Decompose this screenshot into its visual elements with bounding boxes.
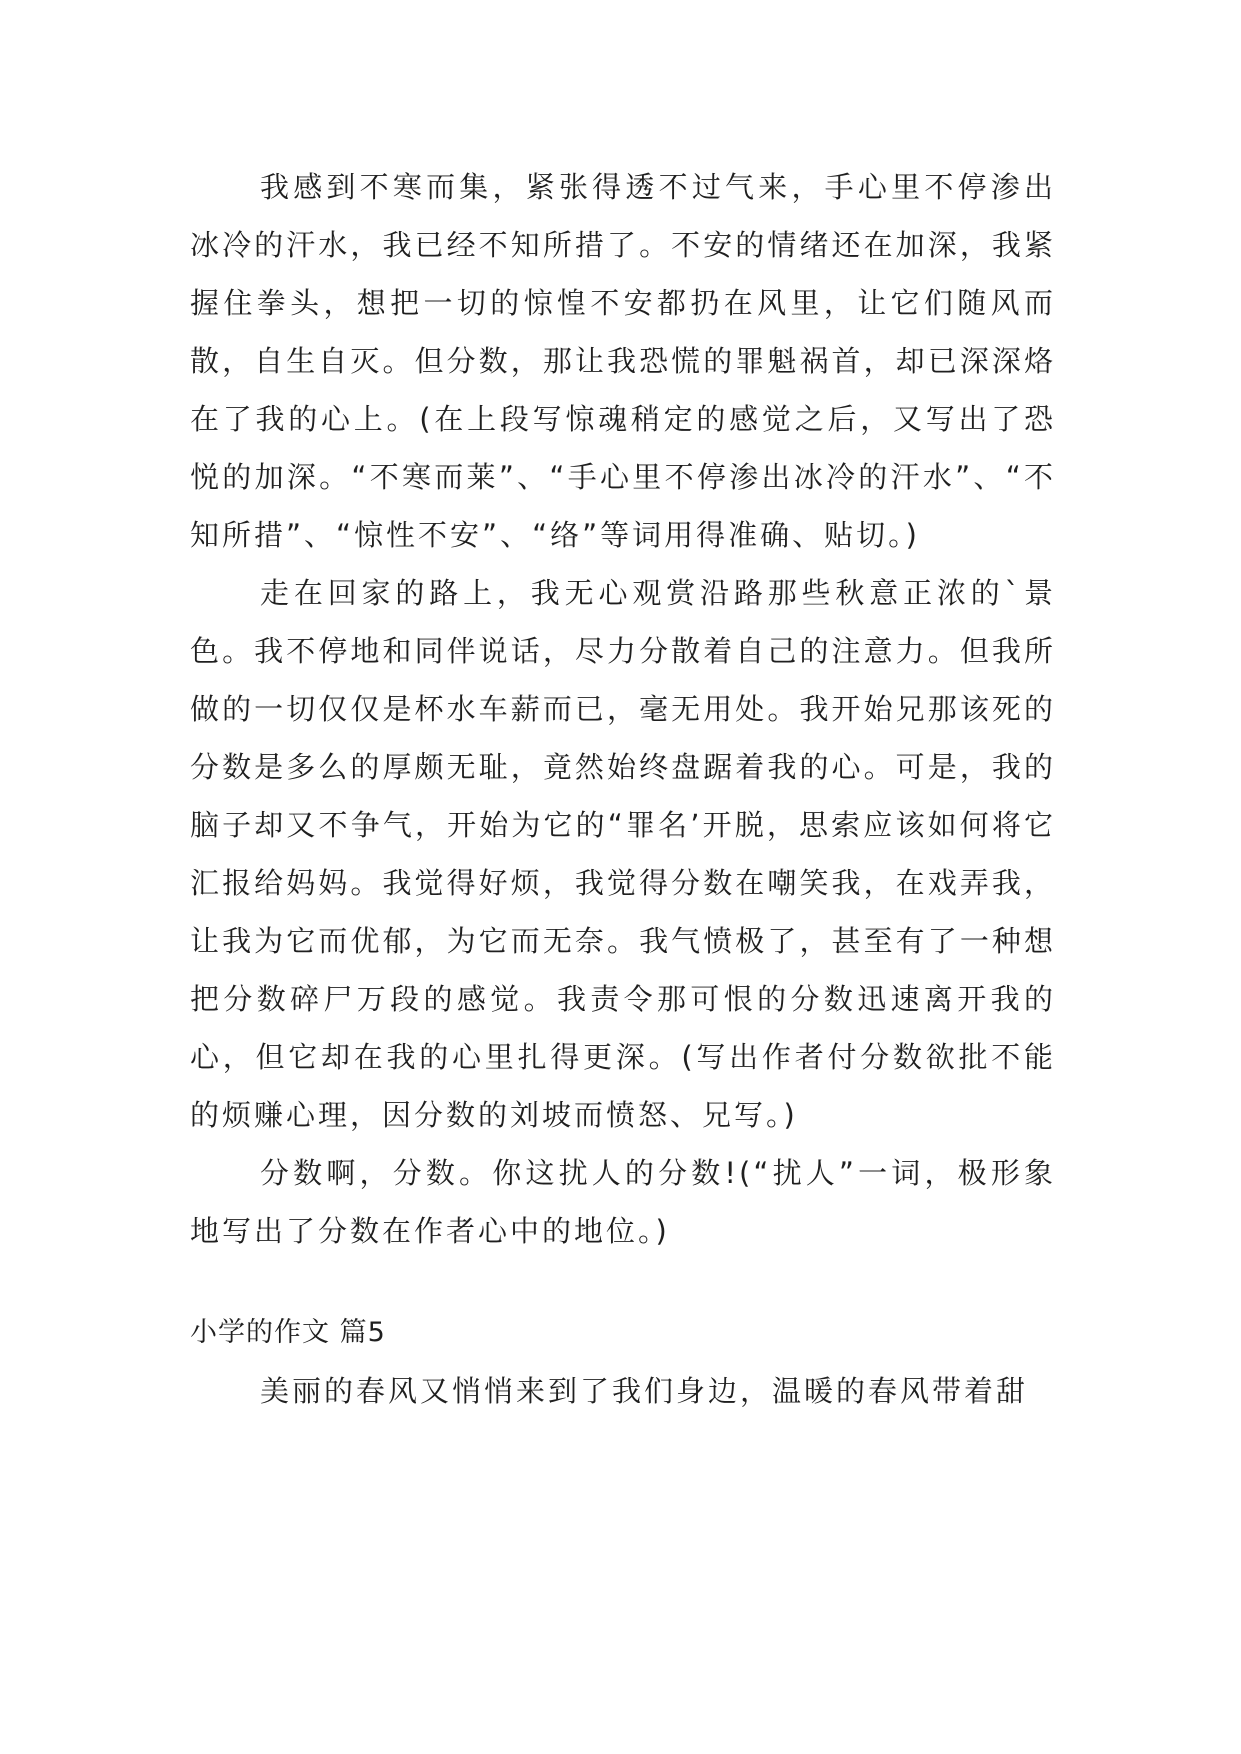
paragraph-1: 我感到不寒而集，紧张得透不过气来，手心里不停渗出冰冷的汗水，我已经不知所措了。不安的情绪还在加深，我紧握住拳头，想把一切的惊惶不安都扔在风里，让它们随风而散，自生自灭。但分数，那让我恐慌的罪魁祸首，却已深深烙在了我的心上。(在上段写惊魂稍定的感觉之后，又写出了恐悦的加深。“不寒而莱”、“手心里不停渗出冰冷的汗水”、“不知所措”、“惊性不安”、“络”等词用得准确、贴切。) [190,170,1056,552]
paragraph-next: 美丽的春风又悄悄来到了我们身边，温暖的春风带着甜 [260,1374,1029,1408]
paragraph-3: 分数啊，分数。你这扰人的分数!(“扰人”一词，极形象地写出了分数在作者心中的地位。) [190,1156,1056,1248]
document-body [190,158,1056,1420]
section-title: 小学的作文 篇5 [190,1317,386,1348]
paragraph-2: 走在回家的路上，我无心观赏沿路那些秋意正浓的`景色。我不停地和同伴说话，尽力分散着自己的注意力。但我所做的一切仅仅是杯水车薪而已，毫无用处。我开始兄那该死的分数是多么的厚颇无耻，竟然始终盘踞着我的心。可是，我的脑子却又不争气，开始为它的“罪名’开脱，思索应该如何将它汇报给妈妈。我觉得好烦，我觉得分数在嘲笑我，在戏弄我，让我为它而优郁，为它而无奈。我气愤极了，甚至有了一种想把分数碎尸万段的感觉。我责令那可恨的分数迅速离开我的心，但它却在我的心里扎得更深。(写出作者付分数欲批不能的烦赚心理，因分数的刘坡而愤怒、兄写。) [190,576,1056,1132]
